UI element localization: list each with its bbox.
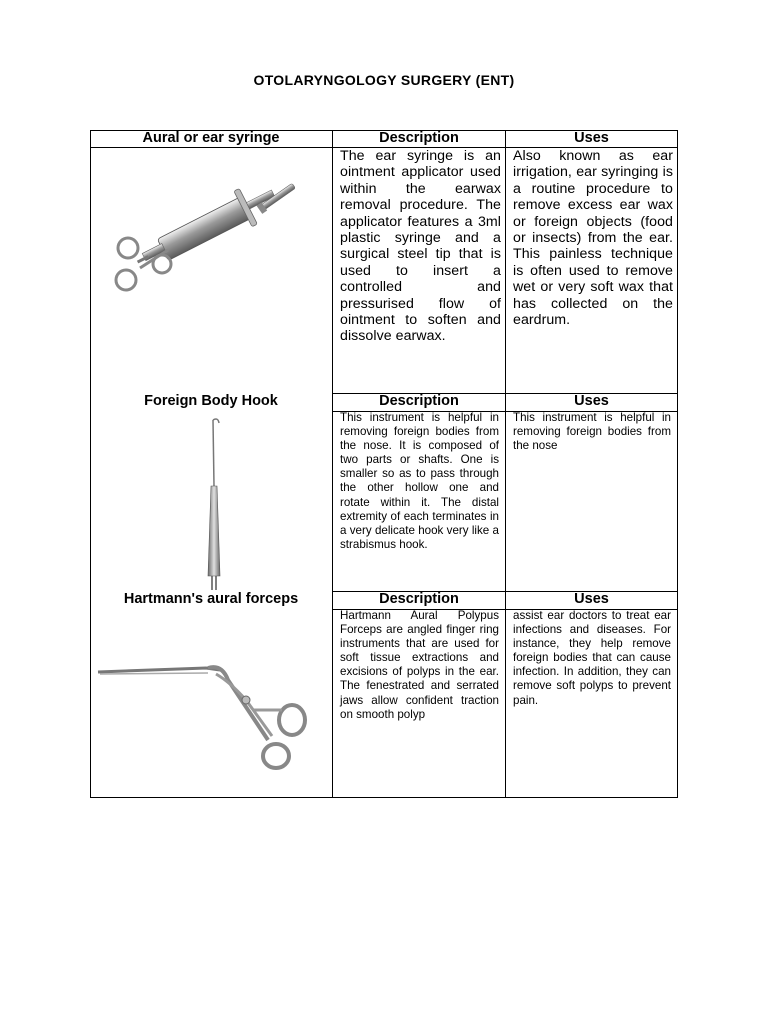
syringe-uses: Also known as ear irrigation, ear syringing is a routine procedure to remove excess ear wax or foreign objects (food or insects) from the ear. This painless technique is often used to remove wet or very soft wax that has collected on the eardrum. [513,148,673,329]
hook-uses: This instrument is helpful in removing foreign bodies from the nose [513,411,671,453]
table-border-right [677,130,678,798]
aural-forceps-image [96,640,328,770]
description-header: Description [379,591,459,607]
table-border-left [90,130,91,798]
uses-header: Uses [574,130,609,146]
instrument-table [90,130,678,798]
hook-description: This instrument is helpful in removing foreign bodies from the nose. It is composed of two parts or shafts. One is smaller so as to pass through the other hollow one and rotate within it. The distal extremity of each terminates in a very delicate hook very like a strabismus hook. [340,411,499,551]
uses-header: Uses [574,393,609,409]
instrument-name-syringe: Aural or ear syringe [142,130,280,146]
forceps-description: Hartmann Aural Polypus Forceps are angled finger ring instruments that are used for soft tissue extractions and excisions of polyps in the ear. The fenestrated and serrated jaws allow confident traction on smooth polyp [340,609,499,721]
table-border-bottom [90,797,678,798]
description-header: Description [379,130,459,146]
page-title: OTOLARYNGOLOGY SURGERY (ENT) [253,72,515,88]
forceps-uses: assist ear doctors to treat ear infections and diseases. For instance, they help remove foreign bodies that can cause infection. In addition, they can remove soft polyps to prevent pain. [513,609,671,707]
uses-header: Uses [574,591,609,607]
description-header: Description [379,393,459,409]
syringe-description: The ear syringe is an ointment applicator used within the earwax removal procedure. The applicator features a 3ml plastic syringe and a surgical steel tip that is used to insert a controlled and pressurised flow of ointment to soften and dissolve earwax. [340,148,501,345]
ear-syringe-image [110,158,310,298]
instrument-name-forceps: Hartmann's aural forceps [123,591,299,607]
foreign-body-hook-image [195,416,235,592]
instrument-name-hook: Foreign Body Hook [144,393,278,409]
